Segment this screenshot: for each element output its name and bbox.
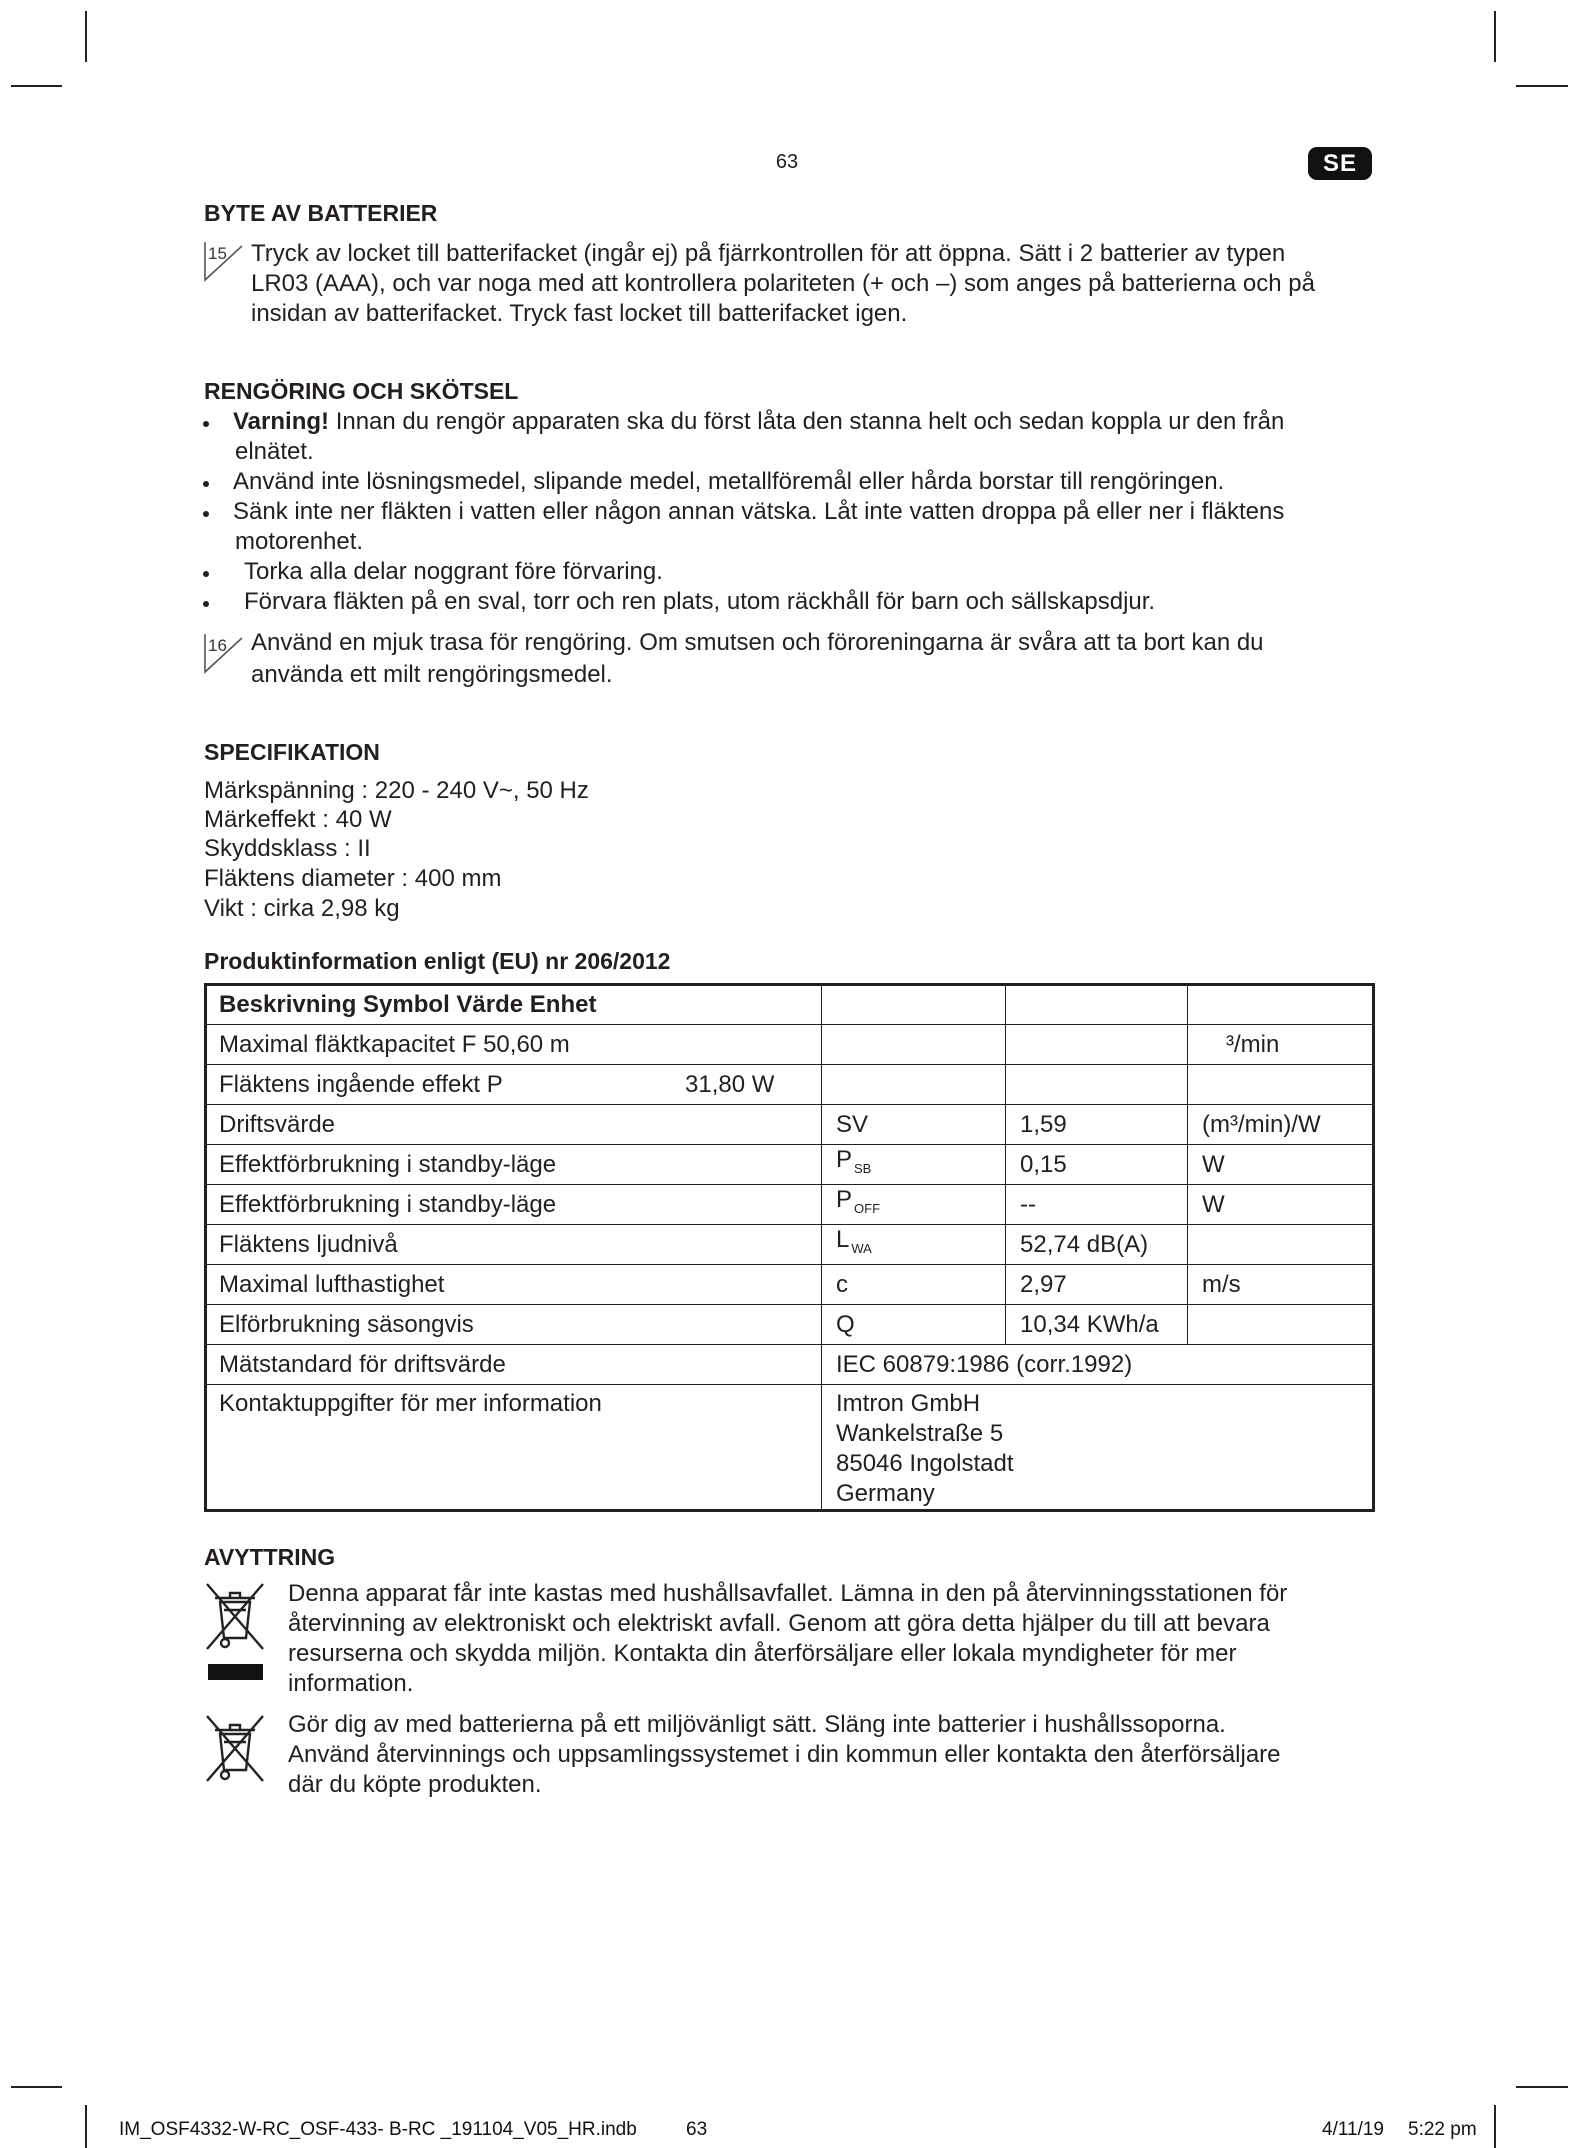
paragraph-line: insidan av batterifacket. Tryck fast locket till batterifacket igen.	[251, 300, 908, 327]
section-heading-cleaning: RENGÖRING OCH SKÖTSEL	[204, 378, 519, 404]
disposal-line: där du köpte produkten.	[288, 1771, 542, 1798]
description-cell: Maximal lufthastighet	[206, 1265, 822, 1305]
crop-mark-top-right-vertical	[1494, 11, 1496, 62]
figure-reference-number: 16	[208, 636, 227, 655]
inline-value: 31,80 W	[685, 1070, 775, 1098]
description-cell: Elförbrukning säsongvis	[206, 1305, 822, 1345]
table-cell-empty	[1006, 1025, 1188, 1065]
disposal-line: information.	[288, 1670, 414, 1697]
table-cell-empty	[1188, 1305, 1374, 1345]
bullet-text: Torka alla delar noggrant före förvaring.	[244, 558, 663, 585]
contact-address-cell	[822, 1385, 1374, 1511]
weee-solid-bar	[208, 1664, 263, 1680]
product-info-table	[204, 983, 1375, 1512]
symbol-cell	[822, 1145, 1006, 1185]
bullet-text: Använd inte lösningsmedel, slipande medel, metallföremål eller hårda borstar till rengöringen.	[233, 468, 1225, 495]
symbol-cell	[822, 1185, 1006, 1225]
footer-page-number: 63	[686, 2119, 708, 2140]
table-row	[206, 1225, 1374, 1265]
figure-reference-icon	[202, 240, 244, 282]
section-heading-specification: SPECIFIKATION	[204, 739, 380, 765]
value-cell: 1,59	[1006, 1105, 1188, 1145]
description-cell: Effektförbrukning i standby-läge	[206, 1185, 822, 1225]
table-cell-empty	[822, 985, 1006, 1025]
note-line: Använd en mjuk trasa för rengöring. Om smutsen och föroreningarna är svåra att ta bort kan du	[251, 629, 1264, 656]
paragraph-line: LR03 (AAA), och var noga med att kontrollera polariteten (+ och –) som anges på batterierna och på	[251, 270, 1315, 297]
symbol-subscript: SB	[854, 1161, 872, 1176]
address-line-company: Imtron GmbH	[836, 1390, 981, 1417]
table-cell-empty	[1188, 985, 1374, 1025]
crop-mark-bottom-left-vertical	[85, 2105, 87, 2148]
disposal-line: Gör dig av med batterierna på ett miljövänligt sätt. Släng inte batterier i hushållssoporna.	[288, 1711, 1226, 1738]
table-cell-empty	[822, 1065, 1006, 1105]
crop-mark-bottom-left-horizontal	[11, 2086, 62, 2088]
merged-value-cell: IEC 60879:1986 (corr.1992)	[822, 1345, 1374, 1385]
table-header-cell: Beskrivning Symbol Värde Enhet	[206, 985, 822, 1025]
table-cell-empty	[1188, 1065, 1374, 1105]
address-line-street: Wankelstraße 5	[836, 1420, 1004, 1447]
spec-line-fan-diameter: Fläktens diameter : 400 mm	[204, 865, 502, 892]
table-row	[206, 1025, 1374, 1065]
crop-mark-top-right-horizontal	[1516, 85, 1568, 87]
table-row	[206, 1345, 1374, 1385]
weee-crossed-bin-icon	[203, 1580, 267, 1653]
symbol-cell: Q	[822, 1305, 1006, 1345]
note-line: använda ett milt rengöringsmedel.	[251, 661, 613, 688]
spec-line-rated-power: Märkeffekt : 40 W	[204, 806, 392, 833]
bullet-marker	[203, 511, 209, 517]
value-cell: 52,74 dB(A)	[1006, 1225, 1188, 1265]
footer-file-name: IM_OSF4332-W-RC_OSF-433- B-RC _191104_V05_HR.indb	[119, 2119, 637, 2140]
description-cell: Fläktens ljudnivå	[206, 1225, 822, 1265]
unit-cell: W	[1188, 1145, 1374, 1185]
table-row-contact	[206, 1385, 1374, 1511]
unit-cell: ³/min	[1188, 1025, 1374, 1065]
address-line-city: 85046 Ingolstadt	[836, 1450, 1014, 1477]
bullet-continuation: motorenhet.	[235, 528, 364, 555]
symbol-base: L	[836, 1226, 850, 1253]
crop-mark-top-left-vertical	[85, 11, 87, 62]
figure-reference-icon	[202, 632, 244, 674]
disposal-line: återvinning av elektroniskt och elektriskt avfall. Genom att göra detta hjälper du till att bevara	[288, 1610, 1270, 1637]
unit-cell: (m³/min)/W	[1188, 1105, 1374, 1145]
warning-label: Varning!	[233, 408, 330, 435]
table-row	[206, 1105, 1374, 1145]
spec-line-protection-class: Skyddsklass : II	[204, 835, 371, 862]
bullet-text: Innan du rengör apparaten ska du först låta den stanna helt och sedan koppla ur den från	[335, 408, 1285, 435]
description-cell: Mätstandard för driftsvärde	[206, 1345, 822, 1385]
description-cell: Effektförbrukning i standby-läge	[206, 1145, 822, 1185]
crop-mark-bottom-right-horizontal	[1516, 2086, 1568, 2088]
table-row	[206, 1305, 1374, 1345]
bullet-item-warning	[233, 407, 1284, 437]
bullet-marker	[203, 601, 209, 607]
figure-reference-number: 15	[208, 244, 227, 263]
spec-line-rated-voltage: Märkspänning : 220 - 240 V~, 50 Hz	[204, 777, 589, 804]
value-cell: 0,15	[1006, 1145, 1188, 1185]
table-cell-empty	[1188, 1225, 1374, 1265]
symbol-cell: c	[822, 1265, 1006, 1305]
value-cell: 10,34 KWh/a	[1006, 1305, 1188, 1345]
unit-cell: W	[1188, 1185, 1374, 1225]
symbol-subscript: WA	[851, 1241, 872, 1256]
symbol-cell	[822, 1225, 1006, 1265]
value-cell: 2,97	[1006, 1265, 1188, 1305]
description-cell: Driftsvärde	[206, 1105, 822, 1145]
footer-time: 5:22 pm	[1408, 2119, 1477, 2140]
section-heading-batteries: BYTE AV BATTERIER	[204, 200, 438, 226]
bullet-marker	[203, 421, 209, 427]
crop-mark-bottom-right-vertical	[1494, 2105, 1496, 2148]
bullet-text: Förvara fläkten på en sval, torr och ren plats, utom räckhåll för barn och sällskapsdjur.	[244, 588, 1156, 615]
address-line-country: Germany	[836, 1480, 935, 1507]
symbol-subscript: OFF	[854, 1201, 881, 1216]
symbol-cell: SV	[822, 1105, 1006, 1145]
product-info-heading: Produktinformation enligt (EU) nr 206/2012	[204, 948, 671, 974]
description-wrapper	[219, 1070, 821, 1100]
disposal-line: Använd återvinnings och uppsamlingssystemet i din kommun eller kontakta den återförsäljare	[288, 1741, 1281, 1768]
table-row	[206, 1145, 1374, 1185]
table-cell-empty	[822, 1025, 1006, 1065]
symbol-base: P	[836, 1186, 853, 1213]
table-row	[206, 1265, 1374, 1305]
description-cell: Kontaktuppgifter för mer information	[206, 1385, 822, 1511]
bullet-marker	[203, 481, 209, 487]
table-row	[206, 1065, 1374, 1105]
table-row	[206, 1185, 1374, 1225]
unit-cell: m/s	[1188, 1265, 1374, 1305]
bullet-continuation: elnätet.	[235, 438, 314, 465]
disposal-line: Denna apparat får inte kastas med hushållsavfallet. Lämna in den på återvinningsstationen för	[288, 1580, 1288, 1607]
section-heading-disposal: AVYTTRING	[204, 1544, 336, 1570]
symbol-base: P	[836, 1146, 853, 1173]
paragraph-line: Tryck av locket till batterifacket (ingår ej) på fjärrkontrollen för att öppna. Sätt i 2 batterier av typen	[251, 240, 1286, 267]
language-badge: SE	[1308, 147, 1372, 180]
table-cell-empty	[1006, 985, 1188, 1025]
crop-mark-top-left-horizontal	[11, 85, 62, 87]
description-cell	[206, 1065, 822, 1105]
bullet-marker	[203, 571, 209, 577]
table-cell-empty	[1006, 1065, 1188, 1105]
description-cell: Maximal fläktkapacitet F 50,60 m	[206, 1025, 822, 1065]
spec-line-weight: Vikt : cirka 2,98 kg	[204, 895, 400, 922]
footer-date: 4/11/19	[1322, 2119, 1384, 2140]
disposal-line: resurserna och skydda miljön. Kontakta din återförsäljare eller lokala myndigheter för mer	[288, 1640, 1237, 1667]
description-text: Fläktens ingående effekt P	[219, 1070, 503, 1098]
value-cell: --	[1006, 1185, 1188, 1225]
page-number: 63	[775, 151, 799, 173]
battery-disposal-crossed-bin-icon	[203, 1712, 267, 1785]
bullet-text: Sänk inte ner fläkten i vatten eller någon annan vätska. Låt inte vatten droppa på eller ner i fläktens	[233, 498, 1285, 525]
table-header-row	[206, 985, 1374, 1025]
